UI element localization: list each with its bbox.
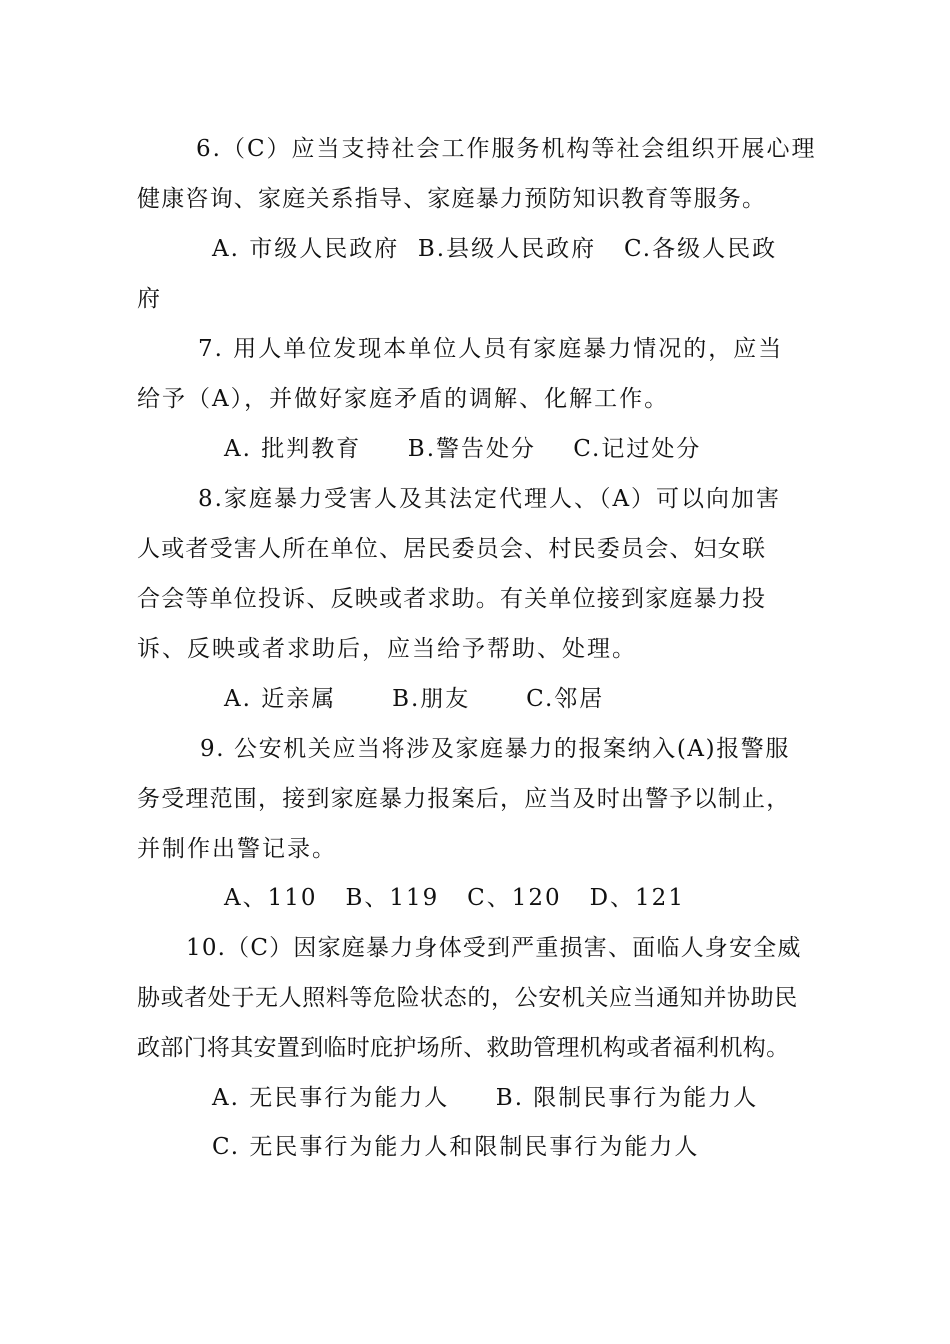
question-10-options-1: A. 无民事行为能力人 B. 限制民事行为能力人 (212, 1085, 759, 1111)
question-10-line-3: 政部门将其安置到临时庇护场所、救助管理机构或者福利机构。 (137, 1035, 790, 1061)
question-9-line-1: 9. 公安机关应当将涉及家庭暴力的报案纳入(A)报警服 (200, 736, 791, 762)
question-6-line-2: 健康咨询、家庭关系指导、家庭暴力预防知识教育等服务。 (137, 186, 767, 212)
question-7-line-1: 7. 用人单位发现本单位人员有家庭暴力情况的，应当 (198, 336, 784, 362)
question-7-line-2: 给予（A），并做好家庭矛盾的调解、化解工作。 (137, 386, 670, 412)
question-10-line-1: 10.（C）因家庭暴力身体受到严重损害、面临人身安全威 (186, 935, 802, 961)
question-8-options: A. 近亲属 B.朋友 C.邻居 (224, 686, 605, 712)
question-6-options-wrap: 府 (137, 286, 162, 312)
question-9-line-2: 务受理范围，接到家庭暴力报案后，应当及时出警予以制止， (137, 786, 791, 812)
question-9-options: A、110 B、119 C、120 D、121 (224, 885, 685, 911)
question-10-options-2: C. 无民事行为能力人和限制民事行为能力人 (212, 1134, 700, 1160)
question-6-options: A. 市级人民政府 B.县级人民政府 C.各级人民政 (212, 236, 778, 262)
question-10-line-2: 胁或者处于无人照料等危险状态的，公安机关应当通知并协助民 (137, 985, 798, 1011)
question-8-line-3: 合会等单位投诉、反映或者求助。有关单位接到家庭暴力投 (137, 586, 767, 612)
question-7-options: A. 批判教育 B.警告处分 C.记过处分 (224, 436, 702, 462)
question-8-line-4: 诉、反映或者求助后，应当给予帮助、处理。 (137, 636, 637, 662)
question-9-line-3: 并制作出警记录。 (137, 836, 337, 862)
question-6-line-1: 6.（C）应当支持社会工作服务机构等社会组织开展心理 (196, 136, 817, 162)
question-8-line-2: 人或者受害人所在单位、居民委员会、村民委员会、妇女联 (137, 536, 767, 562)
question-8-line-1: 8.家庭暴力受害人及其法定代理人、（A）可以向加害 (198, 486, 782, 512)
